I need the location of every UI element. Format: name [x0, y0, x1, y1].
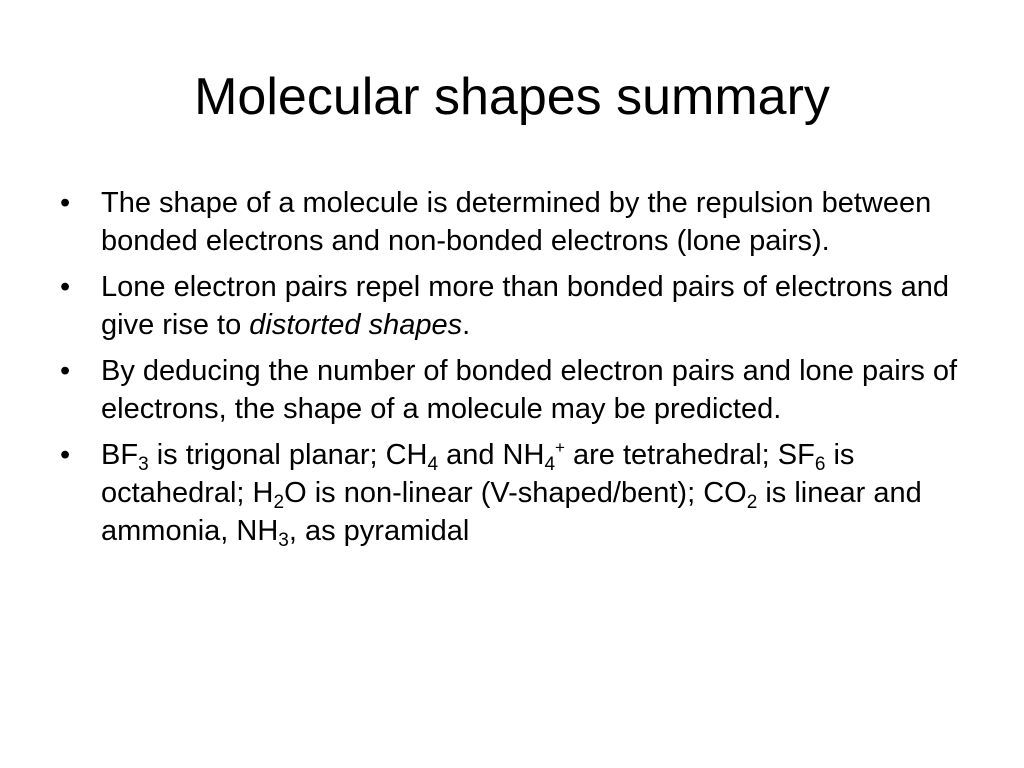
bullet-text [101, 438, 922, 551]
bullet-item [60, 268, 980, 344]
formula-subscript: 4 [427, 454, 439, 475]
slide-title: Molecular shapes summary [194, 68, 830, 126]
bullet-text-part: Lone electron pairs repel more than bonded pairs of electrons and give rise to [101, 271, 949, 341]
formula-text: and NH [438, 439, 545, 471]
formula-subscript: 2 [273, 492, 285, 513]
formula-text: is octahedral; H [101, 439, 855, 509]
formula-text: is trigonal planar; CH [148, 439, 428, 471]
formula-text: BF [101, 439, 139, 471]
formula-superscript: + [555, 438, 565, 457]
formula-text: , as pyramidal [288, 515, 470, 547]
formula-subscript: 3 [138, 454, 149, 475]
bullet-text: By deducing the number of bonded electron pairs and lone pairs of electrons, the shape of a molecule may be predicted. [101, 355, 958, 425]
bullet-icon: • [60, 355, 71, 387]
bullet-text [101, 271, 949, 341]
emphasized-text: distorted shapes [249, 309, 463, 341]
formula-text: O is non-linear (V-shaped/bent); CO [284, 477, 747, 509]
formula-subscript: 3 [278, 530, 289, 551]
bullet-icon: • [60, 439, 71, 471]
bullet-icon: • [60, 187, 71, 219]
formula-subscript: 2 [746, 492, 758, 513]
bullet-item [60, 352, 980, 428]
formula-text: are tetrahedral; SF [564, 439, 815, 471]
formula-subscript: 4 [544, 454, 556, 475]
bullet-list [60, 184, 980, 558]
bullet-text: The shape of a molecule is determined by the repulsion between bonded electrons and non-bonded electrons (lone pairs). [101, 187, 932, 257]
bullet-text-part: . [462, 309, 471, 341]
bullet-item [60, 184, 980, 260]
bullet-item [60, 436, 980, 550]
bullet-icon: • [60, 271, 71, 303]
formula-text: is linear and ammonia, NH [101, 477, 922, 547]
formula-subscript: 6 [814, 454, 826, 475]
